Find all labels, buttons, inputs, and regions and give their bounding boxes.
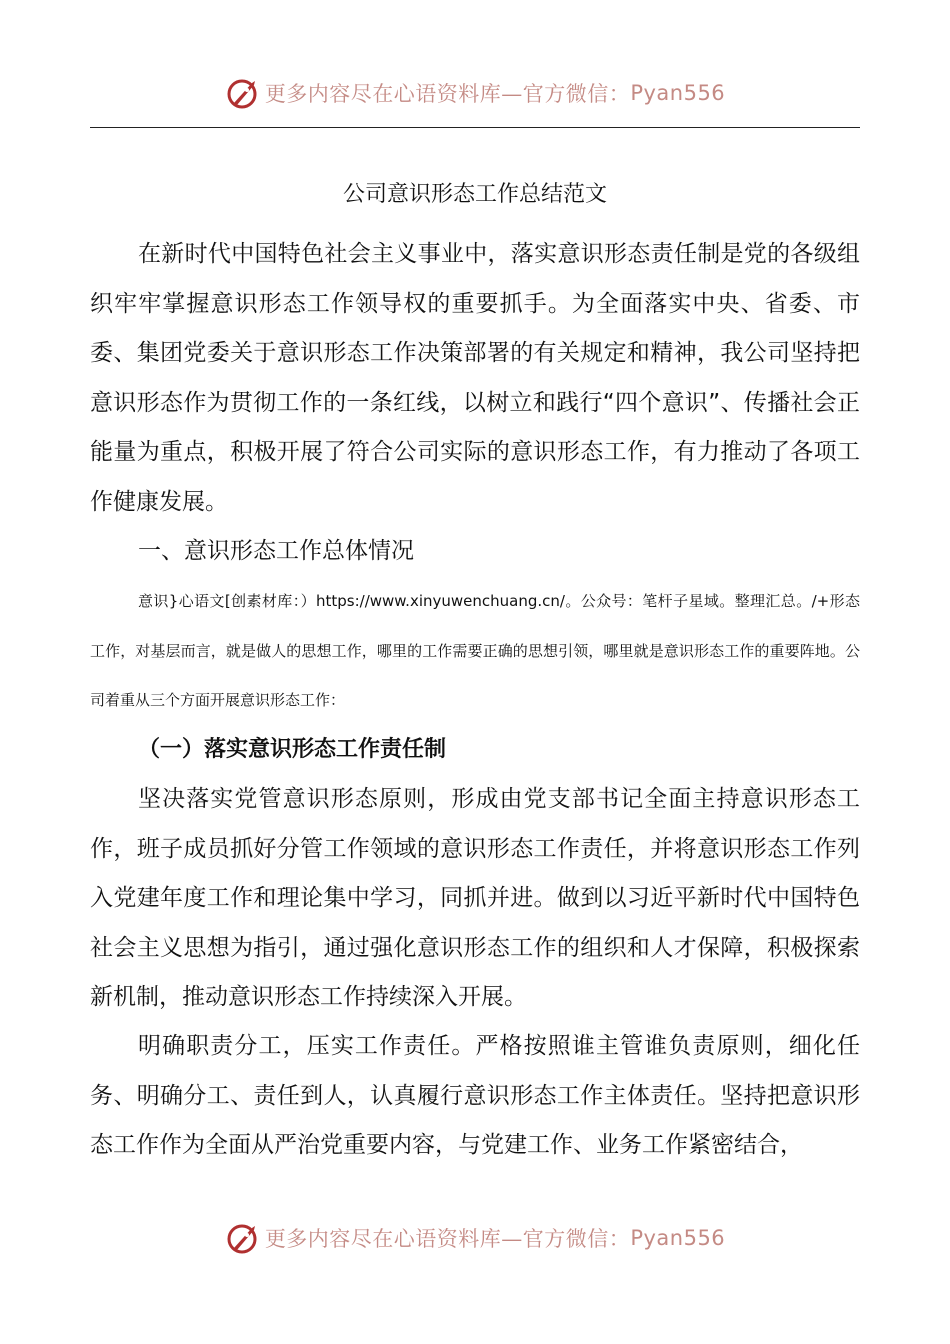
banner-wechat-id: Pyan556	[630, 1226, 726, 1250]
banner-text: 更多内容尽在心语资料库—官方微信：	[264, 82, 631, 106]
footer-banner	[0, 1218, 950, 1258]
intro-paragraph: 在新时代中国特色社会主义事业中，落实意识形态责任制是党的各级组织牢牢掌握意识形态工作领导权的重要抓手。为全面落实中央、省委、市委、集团党委关于意识形态工作决策部署的有关规定和精神，我公司坚持把意识形态作为贯彻工作的一条红线，以树立和践行“四个意识”、传播社会正能量为重点，积极开展了符合公司实际的意识形态工作，有力推动了各项工作健康发展。	[90, 241, 860, 515]
document-title: 公司意识形态工作总结范文	[342, 182, 607, 207]
banner-wechat-id: Pyan556	[630, 81, 726, 105]
quill-logo-icon	[225, 75, 261, 111]
duty-paragraph: 明确职责分工，压实工作责任。严格按照谁主管谁负责原则，细化任务、明确分工、责任到人，认真履行意识形态工作主体责任。坚持把意识形态工作作为全面从严治党重要内容，与党建工作、业务工作紧密结合，	[90, 1033, 860, 1158]
responsibility-paragraph: 坚决落实党管意识形态原则，形成由党支部书记全面主持意识形态工作，班子成员抓好分管工作领域的意识形态工作责任，并将意识形态工作列入党建年度工作和理论集中学习，同抓并进。做到以习近平新时代中国特色社会主义思想为指引，通过强化意识形态工作的组织和人才保障，积极探索新机制，推动意识形态工作持续深入开展。	[90, 786, 860, 1010]
header-divider	[90, 127, 860, 128]
section-1-paragraph: 意识}心语文[创素材库：）https://www.xinyuwenchuang.cn/。公众号：笔杆子星域。整理汇总。/+形态工作，对基层而言，就是做人的思想工作，哪里的工作需要正确的思想引领，哪里就是意识形态工作的重要阵地。公司着重从三个方面开展意识形态工作：	[90, 592, 860, 709]
header-banner	[0, 73, 950, 113]
section-heading-1: 一、意识形态工作总体情况	[138, 538, 414, 564]
quill-logo-icon	[225, 1220, 261, 1256]
banner-text: 更多内容尽在心语资料库—官方微信：	[264, 1227, 631, 1251]
subsection-heading-1: （一）落实意识形态工作责任制	[138, 737, 447, 762]
